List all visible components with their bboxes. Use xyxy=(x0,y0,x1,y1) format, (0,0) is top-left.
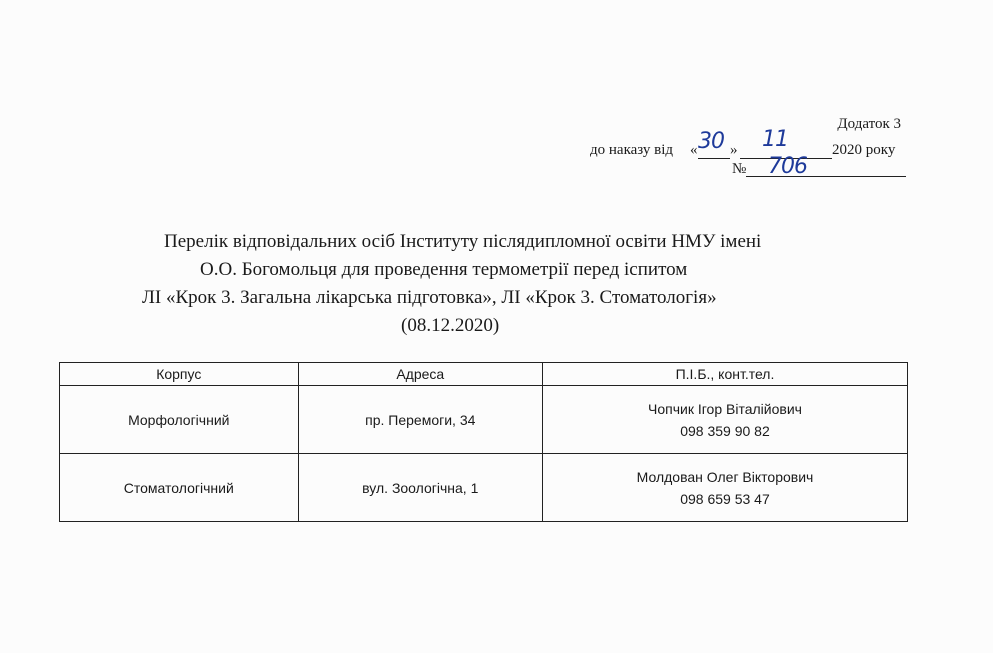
title-line-3: ЛІ «Крок 3. Загальна лікарська підготовка», ЛІ «Крок 3. Стоматологія» xyxy=(142,287,717,308)
header-person: П.І.Б., конт.тел. xyxy=(542,363,907,386)
quote-open: « xyxy=(690,142,698,158)
table-header-row xyxy=(60,363,908,386)
header-address: Адреса xyxy=(298,363,542,386)
cell-person xyxy=(542,386,907,454)
person-phone: 098 659 53 47 xyxy=(680,490,770,507)
handwritten-month: 11 xyxy=(762,127,788,152)
order-number-line xyxy=(732,154,907,180)
cell-person xyxy=(542,454,907,522)
table-row xyxy=(60,454,908,522)
title-line-1: Перелік відповідальних осіб Інституту післядипломної освіти НМУ імені xyxy=(164,231,762,252)
cell-address: вул. Зоологічна, 1 xyxy=(298,454,542,522)
handwritten-order-number: 706 xyxy=(768,154,807,179)
quote-close: » xyxy=(730,142,738,158)
header-building: Корпус xyxy=(60,363,299,386)
person-name: Молдован Олег Вікторович xyxy=(636,468,814,485)
handwritten-day: 30 xyxy=(698,129,724,154)
cell-address: пр. Перемоги, 34 xyxy=(298,386,542,454)
appendix-label: Додаток 3 xyxy=(837,116,901,132)
table-row xyxy=(60,386,908,454)
person-phone: 098 359 90 82 xyxy=(680,422,770,439)
day-underline xyxy=(698,158,730,159)
number-label: № xyxy=(732,161,747,177)
title-date: (08.12.2020) xyxy=(401,315,500,336)
responsible-persons-table xyxy=(59,362,908,522)
title-line-2: О.О. Богомольця для проведення термометрії перед іспитом xyxy=(200,259,688,280)
person-name: Чопчик Ігор Віталійович xyxy=(648,400,802,417)
cell-building: Морфологічний xyxy=(60,386,299,454)
order-prefix: до наказу від xyxy=(590,142,674,158)
order-year: 2020 року xyxy=(832,142,896,158)
cell-building: Стоматологічний xyxy=(60,454,299,522)
